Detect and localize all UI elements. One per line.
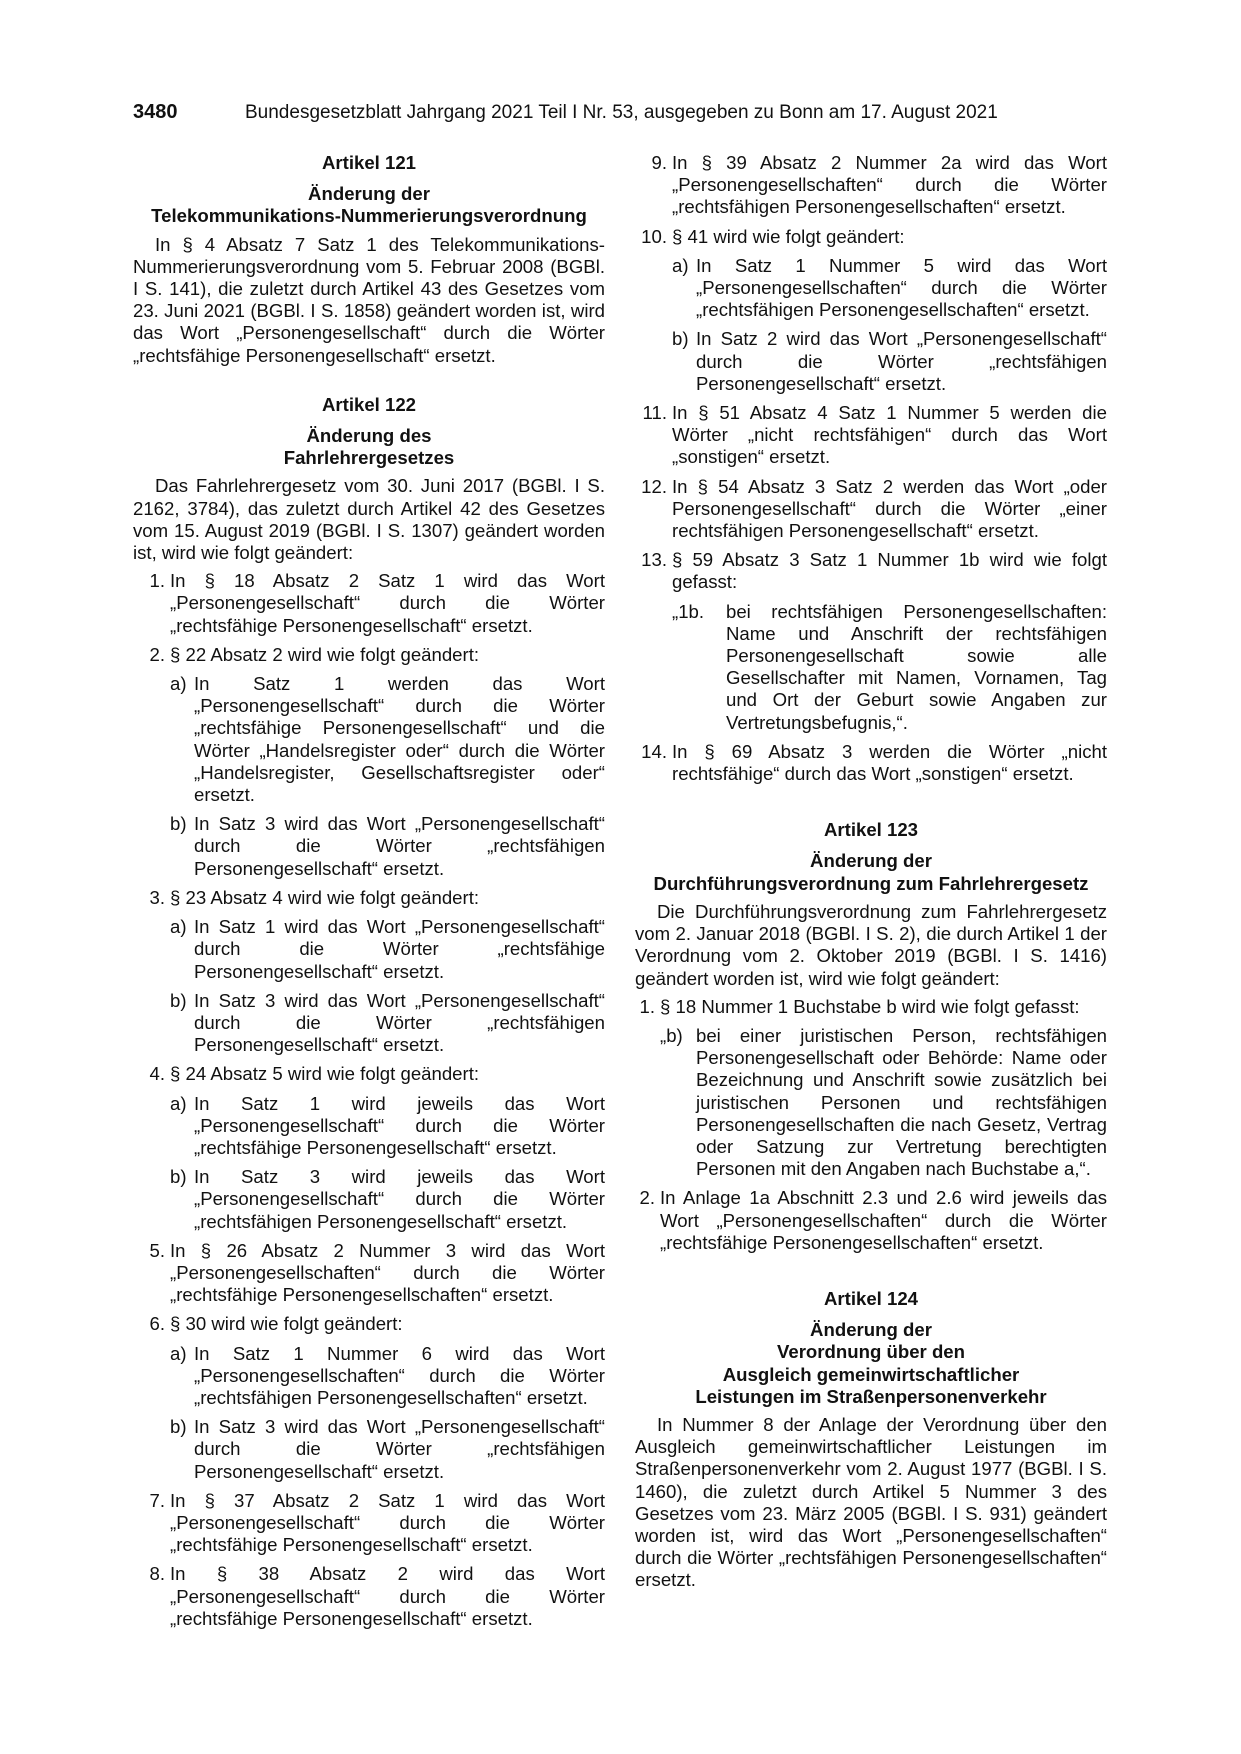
item-text: In § 54 Absatz 3 Satz 2 werden das Wort „oder Personengesellschaft“ durch die Wörter „einer rechtsfähigen Personengesellschaft“ ersetzt. (672, 475, 1107, 542)
sub-item (672, 328, 1107, 395)
right-column (635, 152, 1107, 1592)
sub-item (170, 990, 605, 1057)
sub-item-text: In Satz 1 wird das Wort „Personengesellschaft“ durch die Wörter „rechtsfähige Personengesellschaft“ ersetzt. (194, 916, 605, 982)
item-text: § 59 Absatz 3 Satz 1 Nummer 1b wird wie folgt gefasst: (672, 549, 1107, 593)
list-item (635, 549, 1107, 734)
sub-item (170, 1093, 605, 1160)
item-number: 2. (639, 1187, 655, 1209)
article-122 (133, 394, 605, 1630)
sub-item-letter: b) (672, 328, 689, 350)
article-124 (635, 1288, 1107, 1592)
article-121 (133, 152, 605, 367)
list-item (635, 741, 1107, 785)
article-intro: Das Fahrlehrergesetz vom 30. Juni 2017 (BGBl. I S. 2162, 3784), das zuletzt durch Artikel 42 des Gesetzes vom 15. August 2019 (BGBl. I S. 1307) geändert worden ist, wird wie folgt geändert: (133, 475, 605, 564)
spacer (635, 792, 1107, 819)
sub-item-text: In Satz 1 werden das Wort „Personengesellschaft“ durch die Wörter „rechtsfähige Personengesellschaft“ und die Wörter „Handelsregister oder“ durch die Wörter „Handelsregister, Gesellschaftsregister oder“ ersetzt. (194, 673, 605, 806)
item-number: 3. (149, 886, 165, 908)
item-number: 6. (149, 1313, 165, 1335)
item-number: 2. (149, 643, 165, 665)
sub-item-text: In Satz 3 wird das Wort „Personengesellschaft“ durch die Wörter „rechtsfähigen Personengesellschaft“ ersetzt. (194, 989, 605, 1056)
list-item (635, 1187, 1107, 1254)
amendment-list-continued (635, 152, 1107, 785)
list-item (635, 152, 1107, 219)
page-header (133, 101, 1113, 127)
quoted-label: „1b. (672, 600, 705, 622)
quoted-text: bei einer juristischen Person, rechtsfähigen Personengesellschaft oder Behörde: Name oder Bezeichnung und Anschrift sowie zusätzlich bei juristischen Personen und rechtsfähigen Personengesellschaften die nach Gesetz, Vertrag oder Satzung zur Vertretung berechtigten Personen mit den Angaben nach Buchstabe a,“. (696, 1024, 1107, 1180)
sub-item-text: In Satz 1 wird jeweils das Wort „Personengesellschaft“ durch die Wörter „rechtsfähige Personengesellschaft“ ersetzt. (194, 1092, 605, 1158)
item-text: In § 69 Absatz 3 werden die Wörter „nicht rechtsfähige“ durch das Wort „sonstigen“ ersetzt. (672, 740, 1107, 785)
quoted-label: „b) (660, 1024, 683, 1046)
list-item (635, 402, 1107, 469)
item-text: In § 39 Absatz 2 Nummer 2a wird das Wort „Personengesellschaften“ durch die Wörter „rechtsfähigen Personengesellschaften“ ersetzt. (672, 152, 1107, 218)
sub-item-text: In Satz 1 Nummer 6 wird das Wort „Personengesellschaften“ durch die Wörter „rechtsfähigen Personengesellschaften“ ersetzt. (194, 1342, 605, 1408)
sub-item-letter: a) (170, 1092, 187, 1114)
sub-item (170, 1166, 605, 1233)
item-text: § 23 Absatz 4 wird wie folgt geändert: (170, 886, 480, 908)
amendment-list (133, 570, 605, 1630)
item-text: In § 26 Absatz 2 Nummer 3 wird das Wort „Personengesellschaften“ durch die Wörter „rechtsfähige Personengesellschaften“ ersetzt. (170, 1239, 605, 1306)
spacer (133, 367, 605, 394)
list-item (133, 1063, 605, 1232)
page-number: 3480 (133, 101, 178, 123)
sub-item-text: In Satz 1 Nummer 5 wird das Wort „Personengesellschaften“ durch die Wörter „rechtsfähigen Personengesellschaften“ ersetzt. (696, 254, 1107, 321)
list-item (133, 1490, 605, 1557)
article-number: Artikel 124 (823, 1287, 919, 1309)
sub-item-text: In Satz 2 wird das Wort „Personengesellschaft“ durch die Wörter „rechtsfähigen Personengesellschaft“ ersetzt. (696, 328, 1107, 394)
item-text: In § 37 Absatz 2 Satz 1 wird das Wort „Personengesellschaft“ durch die Wörter „rechtsfähige Personengesellschaft“ ersetzt. (170, 1489, 605, 1556)
sub-item (672, 255, 1107, 322)
sub-item (170, 673, 605, 806)
item-number: 5. (149, 1239, 165, 1261)
article-title: Änderung der Durchführungsverordnung zum Fahrlehrergesetz (653, 850, 1089, 894)
sub-item (170, 1343, 605, 1410)
item-text: In § 38 Absatz 2 wird das Wort „Personengesellschaft“ durch die Wörter „rechtsfähige Personengesellschaft“ ersetzt. (170, 1563, 605, 1629)
sub-item-letter: b) (170, 989, 187, 1011)
item-number: 8. (149, 1563, 165, 1585)
item-number: 14. (641, 740, 667, 762)
article-text: In § 4 Absatz 7 Satz 1 des Telekommunikations-Nummerierungsverordnung vom 5. Februar 2008 (BGBl. I S. 141), die zuletzt durch Artikel 43 des Gesetzes vom 23. Juni 2021 (BGBl. I S. 1858) geändert worden ist, wird das Wort „Personengesellschaft“ durch die Wörter „rechtsfähige Personengesellschaft“ ersetzt. (133, 233, 605, 366)
quoted-provision (660, 1025, 1107, 1180)
sub-item-letter: a) (170, 916, 187, 938)
sub-item-letter: b) (170, 813, 187, 835)
sub-item-letter: b) (170, 1166, 187, 1188)
item-number: 11. (642, 402, 667, 424)
quoted-text: bei rechtsfähigen Personengesellschaften: Name und Anschrift der rechtsfähigen Personengesellschaft sowie alle Gesellschafter mit Namen, Vornamen, Tag und Ort der Geburt sowie Angaben zur Vertretungsbefugnis,“. (726, 600, 1107, 733)
item-text: In § 18 Absatz 2 Satz 1 wird das Wort „Personengesellschaft“ durch die Wörter „rechtsfähige Personengesellschaft“ ersetzt. (170, 570, 605, 636)
list-item (635, 226, 1107, 395)
item-number: 9. (651, 152, 667, 173)
sub-item (170, 916, 605, 983)
item-number: 4. (149, 1063, 165, 1085)
article-number: Artikel 122 (321, 393, 417, 415)
list-item (133, 570, 605, 637)
article-text: In Nummer 8 der Anlage der Verordnung über den Ausgleich gemeinwirtschaftlicher Leistungen im Straßenpersonenverkehr vom 2. August 1977 (BGBl. I S. 1460), die zuletzt durch Artikel 5 Nummer 3 des Gesetzes vom 23. März 2005 (BGBl. I S. 931) geändert worden ist, wird das Wort „Personengesellschaften“ durch die Wörter „rechtsfähigen Personengesellschaften“ ersetzt. (635, 1413, 1107, 1591)
header-title: Bundesgesetzblatt Jahrgang 2021 Teil I Nr. 53, ausgegeben zu Bonn am 17. August 2021 (245, 102, 998, 123)
article-title: Änderung der Telekommunikations-Nummerierungsverordnung (151, 183, 587, 227)
sub-item-letter: a) (170, 1342, 187, 1364)
item-number: 7. (149, 1489, 165, 1511)
item-number: 1. (639, 995, 655, 1017)
sub-item-text: In Satz 3 wird jeweils das Wort „Personengesellschaft“ durch die Wörter „rechtsfähigen Personengesellschaft“ ersetzt. (194, 1166, 605, 1232)
sub-item-text: In Satz 3 wird das Wort „Personengesellschaft“ durch die Wörter „rechtsfähigen Personengesellschaft“ ersetzt. (194, 813, 605, 879)
list-item (133, 1563, 605, 1630)
item-number: 10. (641, 225, 667, 247)
article-title: Änderung der Verordnung über den Ausgleich gemeinwirtschaftlicher Leistungen im Straßenpersonenverkehr (695, 1319, 1047, 1407)
sub-item (170, 813, 605, 880)
list-item (635, 476, 1107, 543)
item-text: § 24 Absatz 5 wird wie folgt geändert: (170, 1063, 480, 1085)
item-text: § 18 Nummer 1 Buchstabe b wird wie folgt gefasst: (660, 995, 1080, 1017)
sub-item-letter: a) (672, 254, 689, 276)
quoted-provision (672, 601, 1107, 734)
item-text: § 22 Absatz 2 wird wie folgt geändert: (170, 643, 480, 665)
item-number: 12. (641, 475, 667, 497)
item-number: 13. (641, 549, 667, 571)
article-number: Artikel 121 (321, 152, 417, 173)
spacer (635, 1261, 1107, 1288)
article-123 (635, 819, 1107, 1254)
sub-item-text: In Satz 3 wird das Wort „Personengesellschaft“ durch die Wörter „rechtsfähigen Personengesellschaft“ ersetzt. (194, 1416, 605, 1482)
list-item (133, 887, 605, 1056)
item-number: 1. (149, 570, 165, 592)
article-title: Änderung des Fahrlehrergesetzes (283, 425, 455, 469)
item-text: § 41 wird wie folgt geändert: (672, 225, 905, 247)
amendment-list (635, 996, 1107, 1254)
list-item (133, 1313, 605, 1482)
sub-item (170, 1416, 605, 1483)
list-item (133, 1240, 605, 1307)
list-item (133, 644, 605, 880)
article-number: Artikel 123 (823, 819, 919, 841)
left-column (133, 152, 605, 1637)
item-text: In Anlage 1a Abschnitt 2.3 und 2.6 wird jeweils das Wort „Personengesellschaften“ durch die Wörter „rechtsfähige Personengesellschaften“ ersetzt. (660, 1187, 1107, 1253)
item-text: § 30 wird wie folgt geändert: (170, 1313, 403, 1335)
sub-item-letter: a) (170, 673, 187, 695)
sub-item-letter: b) (170, 1416, 187, 1438)
item-text: In § 51 Absatz 4 Satz 1 Nummer 5 werden die Wörter „nicht rechtsfähigen“ durch das Wort „sonstigen“ ersetzt. (672, 402, 1107, 468)
article-intro: Die Durchführungsverordnung zum Fahrlehrergesetz vom 2. Januar 2018 (BGBl. I S. 2), die durch Artikel 1 der Verordnung vom 2. Oktober 2019 (BGBl. I S. 1416) geändert worden ist, wird wie folgt geändert: (635, 900, 1107, 989)
list-item (635, 996, 1107, 1181)
